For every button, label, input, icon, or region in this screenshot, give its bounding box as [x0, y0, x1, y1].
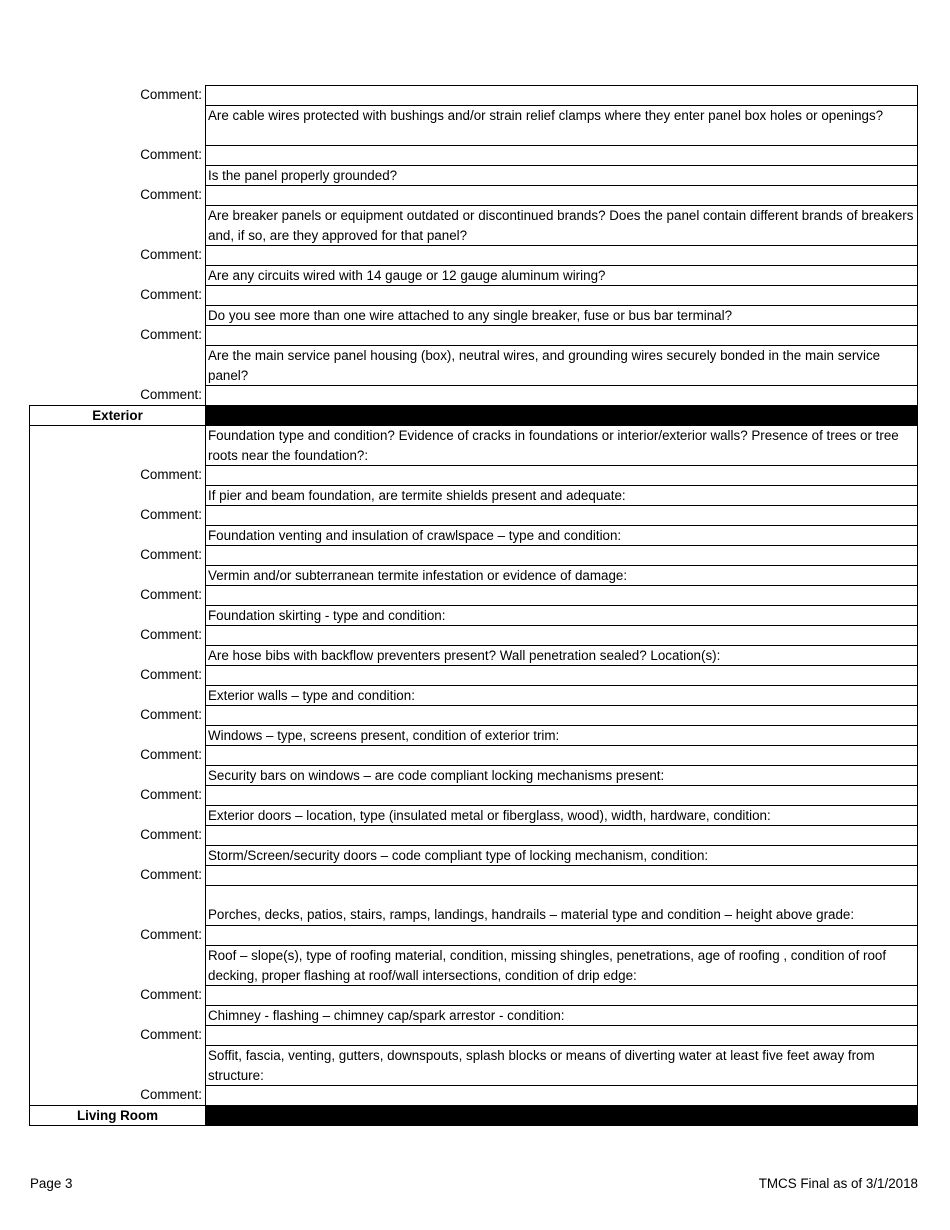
question-text: If pier and beam foundation, are termite shields present and adequate: [205, 485, 918, 505]
question-text: Porches, decks, patios, stairs, ramps, landings, handrails – material type and condition – height above grade: [205, 885, 918, 925]
comment-field[interactable] [205, 745, 918, 765]
document-version: TMCS Final as of 3/1/2018 [758, 1176, 918, 1191]
comment-field[interactable] [205, 925, 918, 945]
comment-field[interactable] [205, 585, 918, 605]
comment-label: Comment: [140, 187, 202, 202]
section-header-living-room: Living Room [29, 1105, 206, 1126]
section-header-exterior: Exterior [29, 405, 206, 426]
section-bar [205, 405, 918, 426]
question-text: Foundation venting and insulation of crawlspace – type and condition: [205, 525, 918, 545]
comment-label: Comment: [140, 987, 202, 1002]
comment-field[interactable] [205, 785, 918, 805]
comment-field[interactable] [205, 465, 918, 485]
comment-label: Comment: [140, 707, 202, 722]
comment-field[interactable] [205, 825, 918, 845]
comment-label: Comment: [140, 87, 202, 102]
comment-label: Comment: [140, 787, 202, 802]
question-text: Are hose bibs with backflow preventers present? Wall penetration sealed? Location(s): [205, 645, 918, 665]
comment-label: Comment: [140, 247, 202, 262]
question-text: Windows – type, screens present, condition of exterior trim: [205, 725, 918, 745]
question-text: Soffit, fascia, venting, gutters, downspouts, splash blocks or means of diverting water at least five feet away from structure: [205, 1045, 918, 1085]
comment-label: Comment: [140, 867, 202, 882]
section-left-border [29, 405, 30, 1126]
comment-field[interactable] [205, 505, 918, 525]
question-text: Are the main service panel housing (box), neutral wires, and grounding wires securely bonded in the main service panel? [205, 345, 918, 385]
question-text: Exterior doors – location, type (insulated metal or fiberglass, wood), width, hardware, condition: [205, 805, 918, 825]
question-text: Chimney - flashing – chimney cap/spark arrestor - condition: [205, 1005, 918, 1025]
question-text: Exterior walls – type and condition: [205, 685, 918, 705]
question-text: Are breaker panels or equipment outdated or discontinued brands? Does the panel contain different brands of breakers and, if so, are they approved for that panel? [205, 205, 918, 245]
page-number: Page 3 [30, 1176, 73, 1191]
table-right-border [917, 85, 918, 1126]
comment-label: Comment: [140, 927, 202, 942]
comment-field[interactable] [205, 705, 918, 725]
comment-field[interactable] [205, 285, 918, 305]
comment-label: Comment: [140, 507, 202, 522]
question-text: Are any circuits wired with 14 gauge or 12 gauge aluminum wiring? [205, 265, 918, 285]
comment-label: Comment: [140, 587, 202, 602]
comment-field[interactable] [205, 865, 918, 885]
question-text: Is the panel properly grounded? [205, 165, 918, 185]
comment-field[interactable] [205, 1025, 918, 1045]
comment-label: Comment: [140, 387, 202, 402]
comment-field[interactable] [205, 85, 918, 105]
question-text: Are cable wires protected with bushings and/or strain relief clamps where they enter panel box holes or openings? [205, 105, 918, 145]
question-text: Foundation type and condition? Evidence of cracks in foundations or interior/exterior walls? Presence of trees or tree roots near the foundation?: [205, 425, 918, 465]
comment-label: Comment: [140, 627, 202, 642]
table-bottom-border [205, 1125, 918, 1126]
comment-field[interactable] [205, 145, 918, 165]
comment-field[interactable] [205, 185, 918, 205]
comment-label: Comment: [140, 287, 202, 302]
question-text: Security bars on windows – are code compliant locking mechanisms present: [205, 765, 918, 785]
question-text: Foundation skirting - type and condition: [205, 605, 918, 625]
comment-field[interactable] [205, 545, 918, 565]
comment-label: Comment: [140, 1087, 202, 1102]
question-text: Roof – slope(s), type of roofing material, condition, missing shingles, penetrations, age of roofing , condition of roof decking, proper flashing at roof/wall intersections, condition of drip edge: [205, 945, 918, 985]
question-text: Vermin and/or subterranean termite infestation or evidence of damage: [205, 565, 918, 585]
comment-field[interactable] [205, 985, 918, 1005]
question-text: Do you see more than one wire attached to any single breaker, fuse or bus bar terminal? [205, 305, 918, 325]
question-text: Storm/Screen/security doors – code compliant type of locking mechanism, condition: [205, 845, 918, 865]
comment-label: Comment: [140, 327, 202, 342]
comment-label: Comment: [140, 667, 202, 682]
column-divider [205, 85, 206, 1125]
comment-label: Comment: [140, 827, 202, 842]
comment-label: Comment: [140, 747, 202, 762]
comment-label: Comment: [140, 467, 202, 482]
comment-field[interactable] [205, 325, 918, 345]
comment-field[interactable] [205, 385, 918, 405]
comment-label: Comment: [140, 147, 202, 162]
comment-field[interactable] [205, 1085, 918, 1105]
comment-field[interactable] [205, 665, 918, 685]
section-bar [205, 1105, 918, 1126]
comment-field[interactable] [205, 625, 918, 645]
comment-label: Comment: [140, 1027, 202, 1042]
comment-field[interactable] [205, 245, 918, 265]
comment-label: Comment: [140, 547, 202, 562]
